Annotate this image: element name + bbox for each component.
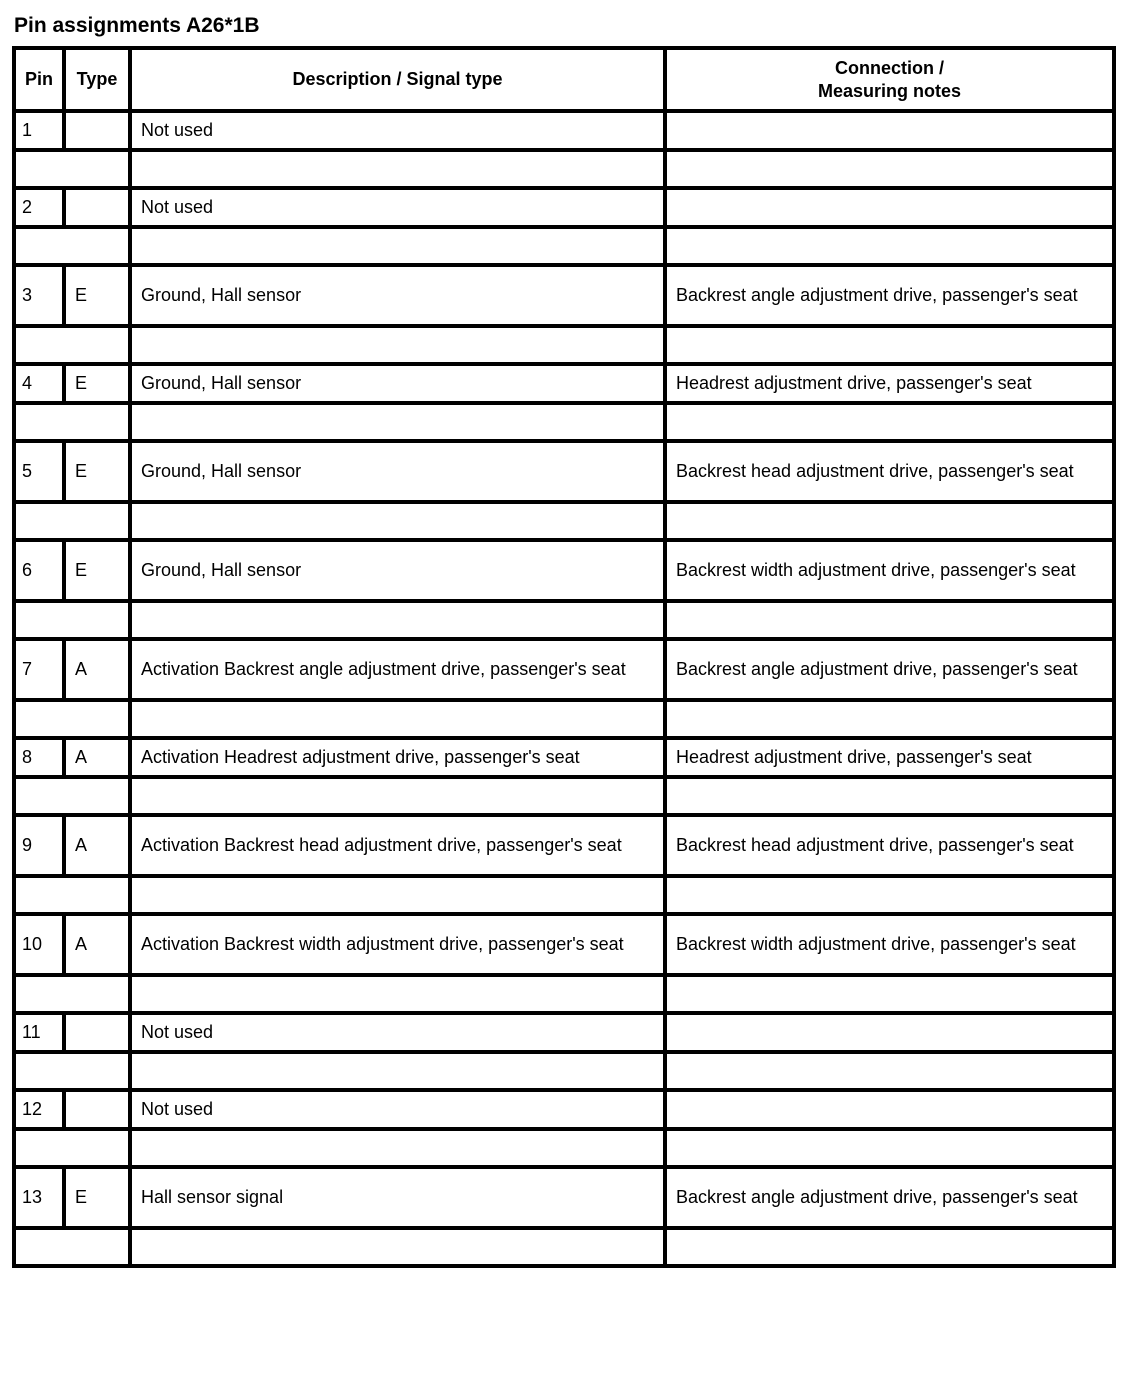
- connection-notes-cell: Backrest angle adjustment drive, passenger's seat: [665, 1167, 1114, 1228]
- connection-notes-cell: Headrest adjustment drive, passenger's seat: [665, 738, 1114, 777]
- pin-number-cell: 1: [14, 111, 64, 150]
- pin-number-cell: 3: [14, 265, 64, 326]
- table-row: [14, 1090, 1114, 1129]
- spacer-cell-description: [130, 403, 665, 441]
- spacer-cell-description: [130, 227, 665, 265]
- spacer-cell-description: [130, 700, 665, 738]
- spacer-cell-connection: [665, 1129, 1114, 1167]
- spacer-cell-description: [130, 502, 665, 540]
- spacer-row: [14, 150, 1114, 188]
- spacer-cell-pin-type: [14, 1052, 130, 1090]
- connection-notes-cell: [665, 111, 1114, 150]
- spacer-cell-connection: [665, 502, 1114, 540]
- pin-number-cell: 12: [14, 1090, 64, 1129]
- description-cell: Not used: [130, 1090, 665, 1129]
- connection-notes-cell: Headrest adjustment drive, passenger's seat: [665, 364, 1114, 403]
- pin-number-cell: 2: [14, 188, 64, 227]
- spacer-cell-description: [130, 1129, 665, 1167]
- connection-notes-cell: [665, 188, 1114, 227]
- spacer-cell-description: [130, 975, 665, 1013]
- spacer-cell-description: [130, 1052, 665, 1090]
- pin-type-cell: E: [64, 265, 130, 326]
- pin-type-cell: A: [64, 815, 130, 876]
- spacer-row: [14, 876, 1114, 914]
- description-cell: Activation Backrest width adjustment drive, passenger's seat: [130, 914, 665, 975]
- pin-number-cell: 11: [14, 1013, 64, 1052]
- table-row: [14, 441, 1114, 502]
- description-cell: Ground, Hall sensor: [130, 364, 665, 403]
- table-row: [14, 265, 1114, 326]
- spacer-row: [14, 601, 1114, 639]
- spacer-cell-pin-type: [14, 975, 130, 1013]
- spacer-row: [14, 777, 1114, 815]
- spacer-cell-connection: [665, 150, 1114, 188]
- pin-type-cell: [64, 1013, 130, 1052]
- spacer-cell-description: [130, 876, 665, 914]
- table-row: [14, 540, 1114, 601]
- table-row: [14, 1013, 1114, 1052]
- page-title: Pin assignments A26*1B: [14, 14, 260, 37]
- description-cell: Ground, Hall sensor: [130, 265, 665, 326]
- pin-type-cell: [64, 111, 130, 150]
- spacer-cell-pin-type: [14, 502, 130, 540]
- connection-notes-cell: Backrest angle adjustment drive, passenger's seat: [665, 639, 1114, 700]
- pin-number-cell: 4: [14, 364, 64, 403]
- spacer-row: [14, 1228, 1114, 1266]
- description-cell: Activation Backrest head adjustment drive, passenger's seat: [130, 815, 665, 876]
- pin-type-cell: E: [64, 1167, 130, 1228]
- table-row: [14, 111, 1114, 150]
- spacer-cell-connection: [665, 1052, 1114, 1090]
- spacer-cell-pin-type: [14, 777, 130, 815]
- spacer-row: [14, 1129, 1114, 1167]
- spacer-cell-connection: [665, 1228, 1114, 1266]
- connection-notes-cell: Backrest width adjustment drive, passenger's seat: [665, 914, 1114, 975]
- table-row: [14, 914, 1114, 975]
- connection-notes-cell: Backrest width adjustment drive, passenger's seat: [665, 540, 1114, 601]
- pin-type-cell: [64, 1090, 130, 1129]
- pin-number-cell: 5: [14, 441, 64, 502]
- column-header-pin: Pin: [14, 48, 64, 111]
- pin-number-cell: 10: [14, 914, 64, 975]
- spacer-cell-connection: [665, 700, 1114, 738]
- column-header-connection-line-1: Connection /: [835, 57, 944, 78]
- column-header-connection: [665, 48, 1114, 111]
- pin-number-cell: 13: [14, 1167, 64, 1228]
- spacer-cell-connection: [665, 777, 1114, 815]
- spacer-cell-connection: [665, 601, 1114, 639]
- pin-number-cell: 9: [14, 815, 64, 876]
- pin-type-cell: A: [64, 914, 130, 975]
- spacer-row: [14, 502, 1114, 540]
- spacer-cell-pin-type: [14, 700, 130, 738]
- table-row: [14, 188, 1114, 227]
- spacer-row: [14, 227, 1114, 265]
- spacer-cell-pin-type: [14, 1228, 130, 1266]
- column-header-description: Description / Signal type: [130, 48, 665, 111]
- spacer-row: [14, 700, 1114, 738]
- pin-type-cell: A: [64, 639, 130, 700]
- description-cell: Activation Backrest angle adjustment drive, passenger's seat: [130, 639, 665, 700]
- spacer-cell-description: [130, 1228, 665, 1266]
- spacer-cell-pin-type: [14, 326, 130, 364]
- spacer-cell-connection: [665, 876, 1114, 914]
- description-cell: Not used: [130, 188, 665, 227]
- pin-type-cell: A: [64, 738, 130, 777]
- spacer-cell-pin-type: [14, 876, 130, 914]
- table-row: [14, 1167, 1114, 1228]
- spacer-row: [14, 403, 1114, 441]
- connection-notes-cell: Backrest head adjustment drive, passenger's seat: [665, 441, 1114, 502]
- spacer-row: [14, 1052, 1114, 1090]
- spacer-cell-connection: [665, 326, 1114, 364]
- description-cell: Hall sensor signal: [130, 1167, 665, 1228]
- spacer-cell-description: [130, 150, 665, 188]
- column-header-connection-line-2: Measuring notes: [817, 80, 962, 101]
- spacer-cell-description: [130, 326, 665, 364]
- spacer-cell-pin-type: [14, 403, 130, 441]
- table-row: [14, 815, 1114, 876]
- description-cell: Activation Headrest adjustment drive, passenger's seat: [130, 738, 665, 777]
- table-row: [14, 639, 1114, 700]
- spacer-cell-connection: [665, 975, 1114, 1013]
- pin-type-cell: E: [64, 441, 130, 502]
- description-cell: Ground, Hall sensor: [130, 540, 665, 601]
- column-header-type: Type: [64, 48, 130, 111]
- table-row: [14, 364, 1114, 403]
- connection-notes-cell: Backrest angle adjustment drive, passenger's seat: [665, 265, 1114, 326]
- description-cell: Not used: [130, 1013, 665, 1052]
- connection-notes-cell: [665, 1013, 1114, 1052]
- spacer-cell-connection: [665, 403, 1114, 441]
- spacer-cell-description: [130, 601, 665, 639]
- connection-notes-cell: Backrest head adjustment drive, passenger's seat: [665, 815, 1114, 876]
- pin-number-cell: 6: [14, 540, 64, 601]
- spacer-cell-pin-type: [14, 601, 130, 639]
- spacer-cell-pin-type: [14, 1129, 130, 1167]
- spacer-cell-connection: [665, 227, 1114, 265]
- spacer-cell-pin-type: [14, 150, 130, 188]
- pin-assignment-table: [12, 46, 1116, 1268]
- pin-type-cell: E: [64, 364, 130, 403]
- connection-notes-cell: [665, 1090, 1114, 1129]
- spacer-row: [14, 975, 1114, 1013]
- pin-number-cell: 8: [14, 738, 64, 777]
- description-cell: Not used: [130, 111, 665, 150]
- table-body: [14, 111, 1114, 1266]
- pin-number-cell: 7: [14, 639, 64, 700]
- pin-type-cell: E: [64, 540, 130, 601]
- table-header-row: [14, 48, 1114, 111]
- description-cell: Ground, Hall sensor: [130, 441, 665, 502]
- table-row: [14, 738, 1114, 777]
- spacer-cell-pin-type: [14, 227, 130, 265]
- pin-type-cell: [64, 188, 130, 227]
- spacer-row: [14, 326, 1114, 364]
- spacer-cell-description: [130, 777, 665, 815]
